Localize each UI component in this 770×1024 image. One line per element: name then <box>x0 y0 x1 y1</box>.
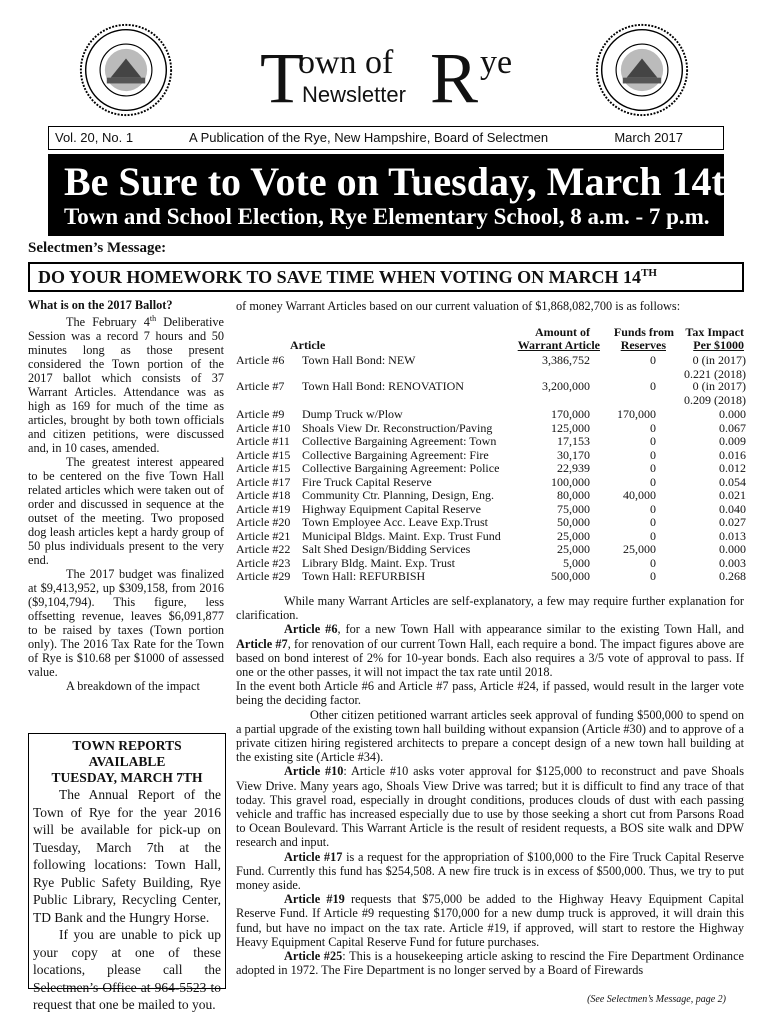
reserve-funds: 0 <box>650 461 656 475</box>
right-intro: of money Warrant Articles based on our current valuation of $1,868,082,700 is as follows: <box>236 299 681 313</box>
warrant-amount: 3,386,752 <box>542 353 590 367</box>
article-10-label: Article #10 <box>284 764 344 779</box>
masthead-newsletter: Newsletter <box>302 82 406 107</box>
body-p5 <box>236 764 744 849</box>
continued-note: (See Selectmen’s Message, page 2) <box>587 994 726 1005</box>
body-p5-b: : Article #10 asks voter approval for $125,000 to reconstruct and pave Shoals View Drive. Many years ago, Shoals View Drive was tarred; but it is difficult to find any trace of that today. This gravel road, especially in drought conditions, produces clouds of dust with each passing vehicle and traffic has increased especially due to use by those seeking a short cut from Parsons Road to Ocean Boulevard. This Warrant Article is the result of resident requests, a BOS site walk and DPW research and input. <box>236 764 745 850</box>
body-p7-b: requests that $75,000 be added to the Highway Heavy Equipment Capital Reserve Fund. If Article #9 requesting $170,000 for a new dump truck is approved, it will drain this fund, but have no impact on the tax rate. Article #19, if approved, will start to restore the Highway Heavy Equipment Capital Reserve Fund for future purchases. <box>236 892 744 949</box>
volume: Vol. 20, No. 1 <box>55 130 134 145</box>
tax-impact: 0.027 <box>719 515 746 529</box>
header-funds-1: Funds from <box>613 325 674 339</box>
article-number: Article #10 <box>236 420 291 435</box>
body-p6-b: is a request for the appropriation of $100,000 to the Fire Truck Capital Reserve Fund. Currently this fund has $254,508. A new fire truck is in excess of $500,000. Thus, we try to put money aside. <box>236 849 745 893</box>
left-paragraph-1 <box>28 312 224 455</box>
town-reports-box <box>28 733 226 1012</box>
left-column <box>28 298 224 693</box>
article-description: Collective Bargaining Agreement: Fire <box>302 447 489 462</box>
reserve-funds: 0 <box>650 353 656 367</box>
article-number: Article #29 <box>236 569 291 583</box>
tax-impact: 0.012 <box>719 461 746 475</box>
tax-impact: 0.000 <box>719 542 746 556</box>
homework-sup: TH <box>641 267 657 279</box>
reserve-funds: 0 <box>650 474 656 489</box>
article-description: Town Hall Bond: RENOVATION <box>302 379 464 393</box>
reserve-funds: 0 <box>650 434 656 448</box>
body-p2-d: , for renovation of our current Town Hall, each require a bond. The impact figures above are based on bond interest of 2% for 10-year bonds. Each also requires a 3/5 vote of approval to pass. If one or the other passes, it will not impact the tax rate until 2018. <box>236 636 744 680</box>
tax-impact: 0.268 <box>719 569 746 583</box>
body-p1: While many Warrant Articles are self-explanatory, a few may require further explanation for clarification. <box>236 594 744 623</box>
article-number: Article #22 <box>236 542 291 556</box>
article-description: Highway Equipment Capital Reserve <box>302 501 481 516</box>
article-description: Dump Truck w/Plow <box>302 407 403 421</box>
body-p2 <box>236 622 744 679</box>
tax-impact-2018: 0.209 (2018) <box>684 392 746 407</box>
article-number: Article #23 <box>236 555 291 570</box>
article-25-label: Article #25 <box>284 949 343 964</box>
article-description: Municipal Bldgs. Maint. Exp. Trust Fund <box>302 528 501 543</box>
reserve-funds: 0 <box>650 420 656 435</box>
town-seal-right <box>594 22 690 118</box>
masthead-big-t: T <box>260 38 304 118</box>
tax-impact: 0.013 <box>719 528 746 543</box>
header-article: Article <box>290 338 326 352</box>
article-description: Salt Shed Design/Bidding Services <box>302 542 471 556</box>
headline-banner <box>48 154 748 236</box>
tax-impact: 0.016 <box>719 447 746 462</box>
reports-heading-3: TUESDAY, MARCH 7TH <box>51 770 203 785</box>
section-title: Selectmen’s Message: <box>28 240 167 256</box>
warrant-amount: 25,000 <box>557 528 590 543</box>
warrant-amount: 50,000 <box>557 515 590 529</box>
tax-impact: 0.021 <box>719 488 746 502</box>
article-number: Article #15 <box>236 461 291 475</box>
body-p8 <box>236 949 744 977</box>
tax-impact: 0.067 <box>719 420 746 435</box>
tax-impact: 0 (in 2017) <box>692 379 746 393</box>
masthead-own-of: own of <box>298 44 394 81</box>
header-amount-1: Amount of <box>534 325 590 339</box>
town-seal-left <box>78 22 174 118</box>
article-number: Article #19 <box>236 501 291 516</box>
reports-heading-1: TOWN REPORTS <box>72 738 182 753</box>
article-description: Library Bldg. Maint. Exp. Trust <box>302 555 456 570</box>
body-p8-b: : This is a housekeeping article asking to rescind the Fire Department Ordinance adopted in 1972. The Fire Department is no longer served by a Board of Firewards <box>236 949 744 978</box>
warrant-amount: 25,000 <box>557 542 590 556</box>
article-description: Town Hall: REFURBISH <box>302 569 426 583</box>
reserve-funds: 25,000 <box>623 542 656 556</box>
p1-b: Deliberative Session was a record 7 hours and 50 minutes long as those present considered the Town portion of the 2017 ballot which consists of 37 Warrant Articles. Attendance was as high as 169 for much of the time as articles, brought by both town officials and citizen petitions, were discussed and, in 10 cases, amended. <box>28 315 224 456</box>
article-number: Article #9 <box>236 407 285 421</box>
warrant-amount: 100,000 <box>551 474 590 489</box>
warrant-amount: 5,000 <box>563 555 590 570</box>
right-body <box>236 594 744 977</box>
reserve-funds: 0 <box>650 555 656 570</box>
warrant-amount: 125,000 <box>551 420 590 435</box>
article-number: Article #17 <box>236 474 291 489</box>
body-p7 <box>236 892 744 949</box>
ballot-question: What is on the 2017 Ballot? <box>28 298 173 312</box>
left-paragraph-4: A breakdown of the impact <box>66 679 200 694</box>
article-description: Town Hall Bond: NEW <box>302 353 416 367</box>
reserve-funds: 0 <box>650 501 656 516</box>
homework-text: DO YOUR HOMEWORK TO SAVE TIME WHEN VOTING ON MARCH 14 <box>38 267 642 287</box>
article-number: Article #15 <box>236 447 291 462</box>
warrant-amount: 500,000 <box>551 569 590 583</box>
article-number: Article #18 <box>236 488 291 502</box>
warrant-amount: 30,170 <box>557 447 590 462</box>
body-p4: Other citizen petitioned warrant articles seek approval of funding $500,000 to spend on a partial upgrade of the existing town hall building without expansion (Article #30) and to approve of a private citizen hiring registered architects to prepare a concept design of a new town hall building at the existing site (Article #34). <box>236 707 744 765</box>
body-p2-b: , for a new Town Hall with appearance similar to the existing Town Hall, and <box>337 622 744 637</box>
reserve-funds: 170,000 <box>617 407 656 421</box>
tax-impact-2018: 0.221 (2018) <box>684 366 746 381</box>
article-number: Article #20 <box>236 515 291 529</box>
header-tax-1: Tax Impact <box>685 325 744 339</box>
warrant-amount: 22,939 <box>557 461 590 475</box>
article-number: Article #6 <box>236 353 285 367</box>
body-p3: In the event both Article #6 and Article #7 pass, Article #24, if passed, would result in the larger vote being the deciding factor. <box>236 679 744 708</box>
warrant-amount: 80,000 <box>557 488 590 502</box>
reserve-funds: 0 <box>650 447 656 462</box>
masthead <box>244 40 534 120</box>
subheadline: Town and School Election, Rye Elementary School, 8 a.m. - 7 p.m. <box>64 204 710 229</box>
article-description: Shoals View Dr. Reconstruction/Paving <box>302 420 493 435</box>
warrant-amount: 170,000 <box>551 407 590 421</box>
body-p6 <box>236 850 744 893</box>
reserve-funds: 40,000 <box>623 488 656 502</box>
tax-impact: 0.040 <box>719 501 746 516</box>
warrant-amount: 3,200,000 <box>542 379 590 393</box>
article-description: Town Employee Acc. Leave Exp.Trust <box>302 515 489 529</box>
tax-impact: 0.003 <box>719 555 746 570</box>
article-number: Article #11 <box>236 434 290 448</box>
p1-a: The February 4 <box>66 315 150 330</box>
header-tax-2: Per $1000 <box>693 338 744 352</box>
left-paragraph-2: The greatest interest appeared to be centered on the five Town Hall related articles which were taken out of order and discussed in sequence at the outset of the meeting. Two proposed dog leash articles kept a hardy group of 50 plus individuals present to the very end. <box>28 455 224 568</box>
article-description: Community Ctr. Planning, Design, Eng. <box>302 488 495 502</box>
article-6-label: Article #6 <box>284 622 338 637</box>
reserve-funds: 0 <box>650 569 656 583</box>
tax-impact: 0.000 <box>719 407 746 421</box>
reserve-funds: 0 <box>650 528 656 543</box>
publication-line: A Publication of the Rye, New Hampshire, Board of Selectmen <box>189 130 549 145</box>
article-description: Fire Truck Capital Reserve <box>302 474 432 489</box>
reserve-funds: 0 <box>650 379 656 393</box>
reports-paragraph-1: The Annual Report of the Town of Rye for the year 2016 will be available for pick-up on Tuesday, March 7th at the following locations: Town Hall, Rye Public Safety Building, Rye Public Library, Recycling Center, TD Bank and the Hungry Horse. <box>33 787 221 925</box>
header-amount-2: Warrant Article <box>517 338 600 352</box>
issue-info-bar <box>48 126 724 150</box>
p1-sup: th <box>149 314 157 323</box>
warrant-amount: 17,153 <box>557 434 590 448</box>
masthead-big-r: R <box>430 38 479 118</box>
reserve-funds: 0 <box>650 515 656 529</box>
tax-impact: 0.009 <box>719 434 746 448</box>
masthead-ye: ye <box>480 44 513 81</box>
left-paragraph-3: The 2017 budget was finalized at $9,413,952, up $309,158, from 2016 ($9,104,794). This figure, less offsetting revenue, leaves $6,091,877 to be raised by taxes (Town portion only). The 2016 Tax Rate for the Town of Rye is $10.68 per $1000 of assessed value. <box>28 567 224 680</box>
tax-impact: 0 (in 2017) <box>692 353 746 367</box>
header-funds-2: Reserves <box>620 338 666 352</box>
article-7-label: Article #7 <box>236 636 288 651</box>
warrant-amount: 75,000 <box>557 501 590 516</box>
homework-box <box>28 262 744 292</box>
headline: Be Sure to Vote on Tuesday, March 14th <box>64 159 748 204</box>
article-description: Collective Bargaining Agreement: Police <box>302 461 500 475</box>
article-number: Article #21 <box>236 528 291 543</box>
reports-paragraph-2: If you are unable to pick up your copy at one of these locations, please call the Selectmen’s Office at 964-5523 to request that one be mailed to you. <box>33 927 221 1012</box>
article-description: Collective Bargaining Agreement: Town <box>302 434 497 448</box>
article-17-label: Article #17 <box>284 849 343 864</box>
article-19-label: Article #19 <box>284 892 345 907</box>
article-number: Article #7 <box>236 379 285 393</box>
tax-impact: 0.054 <box>719 474 746 489</box>
issue-date: March 2017 <box>614 130 683 145</box>
reports-heading-2: AVAILABLE <box>88 754 166 769</box>
